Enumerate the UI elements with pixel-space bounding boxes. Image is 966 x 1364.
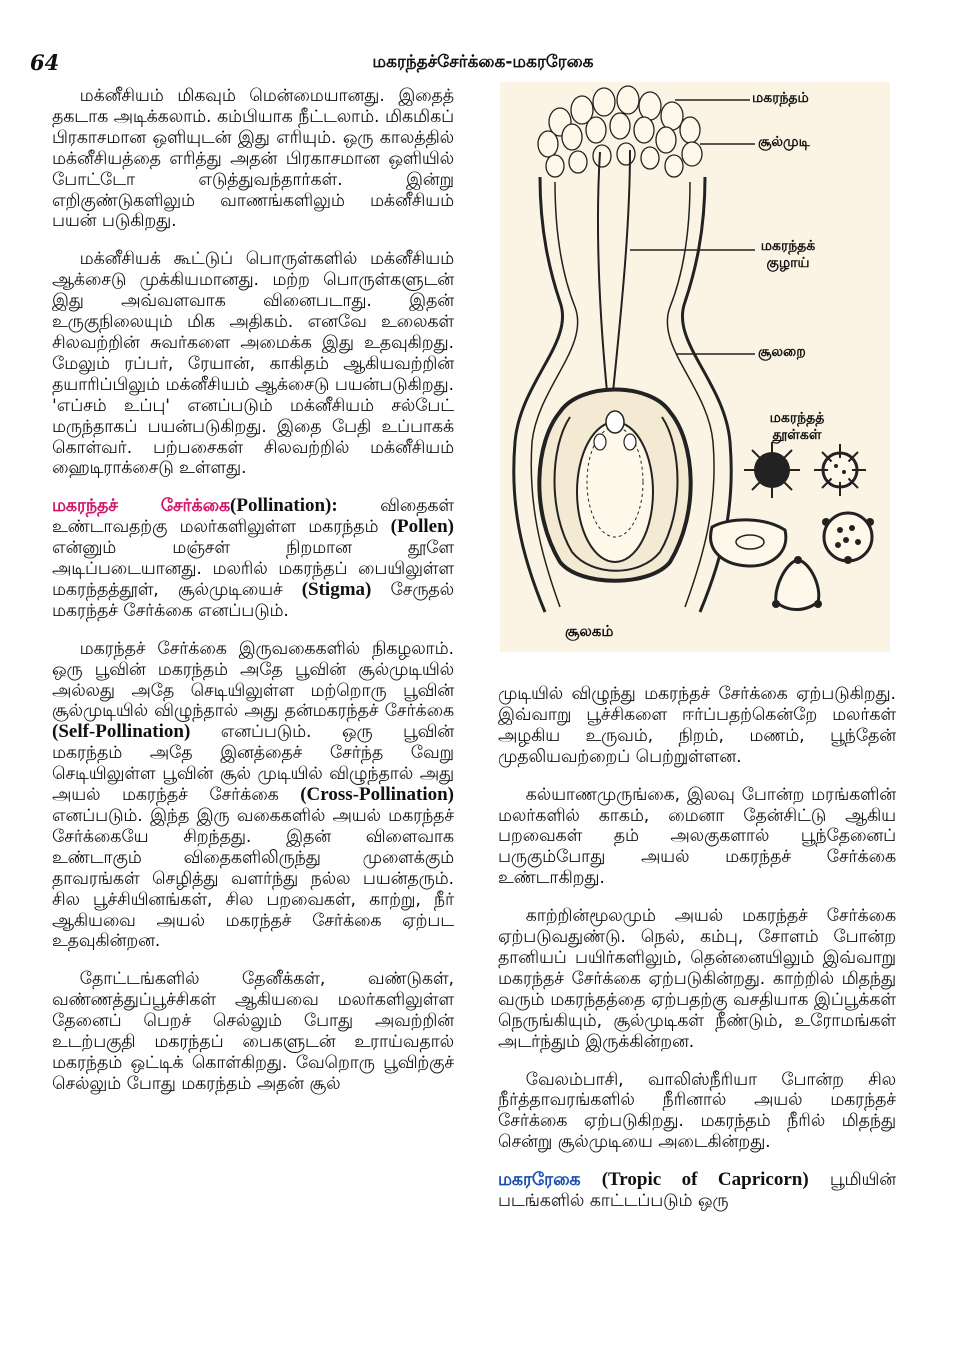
pollen-term: (Pollen) (390, 516, 454, 538)
types-text-3: எனப்படும். இந்த இரு வகைகளில் அயல் மகரந்தச் சேர்க்கையே சிறந்தது. இதன் விளைவாக உண்டாகும் விதைகளிலிருந்து முளைக்கும் தாவரங்கள் செழித்து வளர்ந்து நல்ல பயன்தரும். சில பூச்சியினங்கள், சில பறவைகள், காற்று, நீர் ஆகியவை அயல் மகரந்தச் சேர்க்கை ஏற்பட உதவுகின்றன. (52, 806, 454, 952)
right-column (498, 684, 896, 1229)
paragraph-pollination-types (52, 639, 454, 953)
capricorn-text: பூமியின் படங்களில் காட்டப்படும் ஒரு (498, 1170, 896, 1212)
self-pollination-term: (Self-Pollination) (52, 721, 191, 743)
pistil-figure (500, 82, 890, 652)
paragraph-insect-attraction: முடியில் விழுந்து மகரந்தச் சேர்க்கை ஏற்படுகிறது. இவ்வாறு பூச்சிகளை ஈர்ப்பதற்கென்றே மலர்கள் அழகிய உருவம், நிறம், மணம், பூந்தேன் முதலியவற்றைப் பெற்றுள்ளன. (498, 684, 896, 767)
page-header (0, 50, 966, 80)
stigma-term: (Stigma) (301, 578, 372, 600)
types-text-2: எனப்படும். ஒரு பூவின் மகரந்தம் அதே இனத்தைச் சேர்ந்த வேறு செடியிலுள்ள பூவின் சூல் முடியில் விழுந்தால் அது அயல் மகரந்தச் சேர்க்கை (52, 722, 454, 806)
label-pollen-grains: மகரந்தத் தூள்கள் (769, 410, 825, 443)
paragraph-magnesium-properties: மக்னீசியம் மிகவும் மென்மையானது. இதைத் தகடாக அடிக்கலாம். கம்பியாக நீட்டலாம். மிகமிகப் பிரகாசமான ஒளியுடன் இது எரியும். ஒரு காலத்தில் மக்னீசியத்தை எரித்து அதன் பிரகாசமான ஒளியில் போட்டோ எடுத்துவந்தார்கள். இன்று எறிகுண்டுகளிலும் வாணங்களிலும் மக்னீசியம் பயன் படுகிறது. (52, 86, 454, 232)
page-number: 64 (30, 50, 60, 75)
types-text-1: மகரந்தச் சேர்க்கை இருவகைகளில் நிகழலாம். ஒரு பூவின் மகரந்தம் அதே பூவின் சூல்முடியில் அல்லது அதே செடியிலுள்ள மற்றொரு பூவின் சூல்முடியில் விழுந்தால் அது தன்மகரந்தச் சேர்க்கை (52, 638, 454, 722)
paragraph-birds: கல்யாணமுருங்கை, இலவு போன்ற மரங்களின் மலர்களில் காகம், மைனா தேன்சிட்டு ஆகிய பறவைகள் தம் அலகுகளால் பூந்தேனைப் பருகும்போது அயல் மகரந்தச் சேர்க்கை உண்டாகிறது. (498, 784, 896, 889)
pollination-text-1: விதைகள் உண்டாவதற்கு மலர்களிலுள்ள மகரந்தம் (52, 496, 454, 538)
paragraph-capricorn-entry (498, 1170, 896, 1212)
paragraph-wind: காற்றின்மூலமும் அயல் மகரந்தச் சேர்க்கை ஏற்படுவதுண்டு. நெல், கம்பு, சோளம் போன்ற தானியப் பயிர்களிலும், தென்னையிலும் இவ்வாறு மகரந்தச் சேர்க்கை ஏற்படுகின்றது. காற்றில் மிதந்து வரும் மகரந்தத்தை ஏற்பதற்கு வசதியாக இப்பூக்கள் நெருங்கியும், சூல்முடிகள் நீண்டும், உரோமங்கள் அடர்ந்தும் இருக்கின்றன. (498, 906, 896, 1052)
entry-title-capricorn: மகரரேகை (498, 1170, 581, 1191)
pollen-grain-round (822, 513, 874, 564)
pollination-text-2: என்னும் மஞ்சள் நிறமான தூளே அடிப்படையானது. மலரில் மகரந்தப் பையிலுள்ள மகரந்தத்தூள், சூல்முடியைச் (52, 538, 454, 600)
cross-pollination-term: (Cross-Pollination) (300, 784, 454, 806)
entry-title-pollination: மகரந்தச் சேர்க்கை (52, 496, 231, 517)
left-column (52, 86, 454, 1112)
entry-title-capricorn-en: (Tropic of Capricorn) (601, 1169, 809, 1191)
pollen-grain-spiky (744, 442, 800, 498)
pollen-grain-dotted (814, 444, 866, 496)
label-pollen-tube: மகரந்தக் குழாய் (760, 238, 816, 271)
pollen-grain-triangle (772, 556, 822, 610)
pollination-text-3: சேருதல் மகரந்தச் சேர்க்கை எனப்படும். (52, 579, 454, 621)
pollen-grain-bean (711, 520, 786, 566)
paragraph-water: வேலம்பாசி, வாலிஸ்நீரியா போன்ற சில நீர்த்தாவரங்களில் நீரினால் அயல் மகரந்தச் சேர்க்கை ஏற்படுகிறது. மகரந்தம் நீரில் மிதந்து சென்று சூல்முடியை அடைகின்றது. (498, 1069, 896, 1153)
entry-title-pollination-en: (Pollination): (230, 495, 338, 517)
label-ovule: சூலறை (758, 344, 806, 360)
pistil-illustration (500, 82, 890, 652)
paragraph-insects: தோட்டங்களில் தேனீக்கள், வண்டுகள், வண்ணத்துப்பூச்சிகள் ஆகியவை மலர்களிலுள்ள தேனைப் பெறச் செல்லும் போது அவற்றின் உடற்பகுதி மகரந்தப் பைகளுடன் உராய்வதால் மகரந்தம் ஒட்டிக் கொள்கிறது. வேறொரு பூவிற்குச் செல்லும் போது மகரந்தம் அதன் சூல் (52, 969, 454, 1094)
running-head: மகரந்தச்சேர்க்கை-மகரரேகை (372, 52, 594, 72)
figure-caption: சூலகம் (565, 622, 614, 640)
label-stigma: சூல்முடி (758, 134, 810, 150)
paragraph-magnesium-compounds: மக்னீசியக் கூட்டுப் பொருள்களில் மக்னீசியம் ஆக்சைடு முக்கியமானது. மற்ற பொருள்களுடன் இது அவ்வளவாக வினைபடாது. இதன் உருகுநிலையும் மிக அதிகம். எனவே உலைகள் சிலவற்றின் சுவர்களை அமைக்க இது உதவுகிறது. மேலும் ரப்பர், ரேயான், காகிதம் ஆகியவற்றின் தயாரிப்பிலும் மக்னீசியம் ஆக்சைடு பயன்படுகிறது. 'எப்சம் உப்பு' எனப்படும் மக்னீசியம் சல்பேட் மருந்தாகப் பயன்படுகிறது. இதை பேதி உப்பாகக் கொள்வர். பற்பசைகள் சிலவற்றில் மக்னீசியம் ஹைடிராக்சைடு உள்ளது. (52, 249, 454, 479)
label-pollen: மகரந்தம் (752, 90, 809, 106)
paragraph-pollination-entry (52, 496, 454, 621)
